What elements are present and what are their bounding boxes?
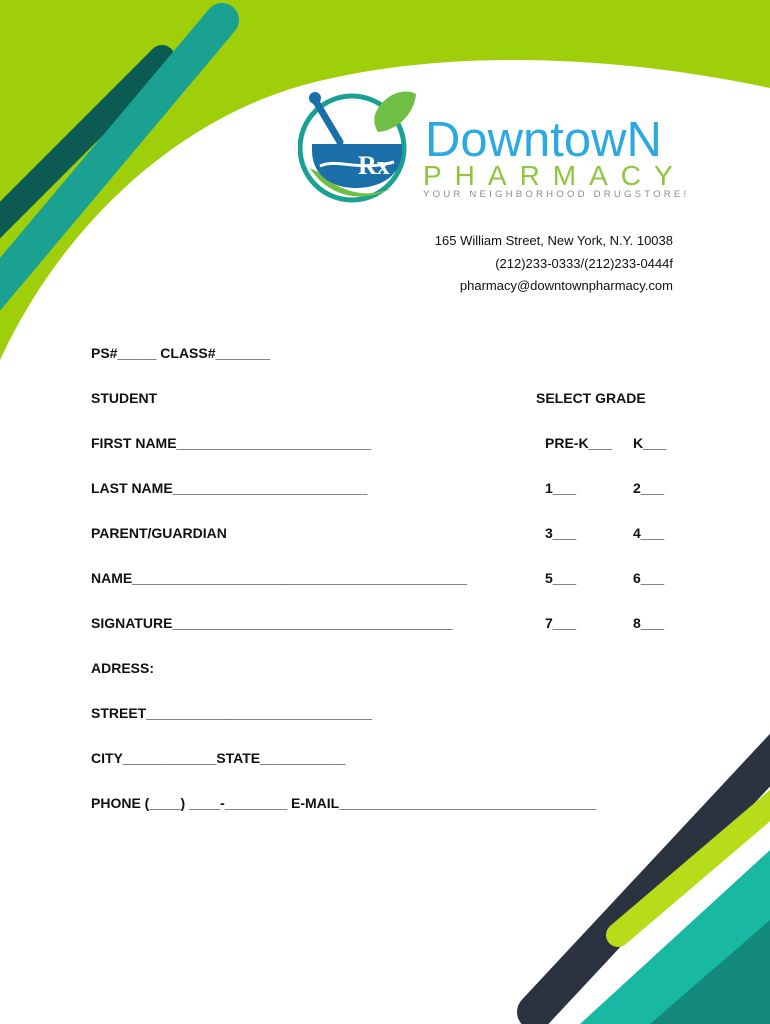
contact-address: 165 William Street, New York, N.Y. 10038	[434, 233, 673, 248]
grade-option-k[interactable]: K___	[633, 435, 667, 451]
student-heading: STUDENT	[91, 390, 158, 406]
contact-phones: (212)233-0333/(212)233-0444f	[495, 255, 673, 271]
parent-guardian-heading: PARENT/GUARDIAN	[91, 525, 227, 541]
rx-symbol: Rx	[358, 151, 390, 180]
contact-block	[435, 230, 673, 298]
address-heading: ADRESS:	[91, 660, 155, 676]
select-grade-heading: SELECT GRADE	[536, 390, 646, 406]
grade-option-8[interactable]: 8___	[633, 615, 665, 631]
leaf-icon	[374, 91, 416, 132]
phone-email-field[interactable]: PHONE (____) ____-________ E-MAIL_________________________________	[91, 795, 597, 811]
last-name-field[interactable]: LAST NAME_________________________	[91, 480, 368, 496]
ps-class-field[interactable]: PS#_____ CLASS#_______	[91, 345, 271, 361]
grade-option-pre-k[interactable]: PRE-K___	[545, 435, 612, 451]
signature-field[interactable]: SIGNATURE____________________________________	[91, 615, 453, 631]
brand-subtitle: PHARMACY	[423, 160, 686, 191]
grade-option-6[interactable]: 6___	[633, 570, 665, 586]
grade-option-4[interactable]: 4___	[633, 525, 665, 541]
pestle-icon	[315, 100, 340, 142]
grade-option-3[interactable]: 3___	[545, 525, 577, 541]
first-name-field[interactable]: FIRST NAME_________________________	[91, 435, 372, 451]
street-field[interactable]: STREET_____________________________	[91, 705, 373, 721]
grade-option-5[interactable]: 5___	[545, 570, 577, 586]
brand-name: DowntowN	[425, 113, 662, 167]
grade-option-7[interactable]: 7___	[545, 615, 577, 631]
grade-option-1[interactable]: 1___	[545, 480, 577, 496]
grade-option-2[interactable]: 2___	[633, 480, 665, 496]
city-state-field[interactable]: CITY____________STATE___________	[91, 750, 346, 766]
contact-email: pharmacy@downtownpharmacy.com	[459, 278, 673, 293]
guardian-name-field[interactable]: NAME___________________________________________	[91, 570, 468, 586]
brand-tagline: YOUR NEIGHBORHOOD DRUGSTORE!	[423, 189, 690, 200]
